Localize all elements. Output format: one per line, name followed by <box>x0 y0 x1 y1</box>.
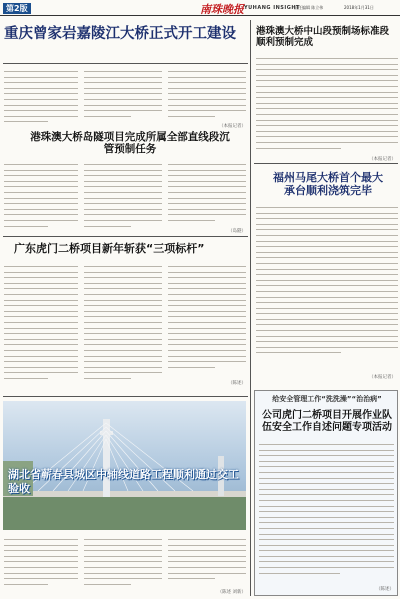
byline: （陈述） <box>376 587 394 592</box>
article-headline: 福州马尾大桥首个最大承台顺利浇筑完毕 <box>273 171 383 197</box>
article-body <box>168 160 246 226</box>
issue-date: 2018年1月31日 <box>344 5 374 10</box>
article-body <box>4 535 78 591</box>
article-body <box>256 54 398 156</box>
page-number-badge: 第2版 <box>3 3 31 14</box>
byline: （本报记者） <box>219 124 246 129</box>
byline: （本报记者） <box>369 157 396 162</box>
rule <box>3 63 248 64</box>
column-divider <box>250 20 251 596</box>
byline: （陈述 刘新） <box>217 590 246 595</box>
editor-credit: 责任编辑 陈立伟 <box>294 5 324 10</box>
rule <box>3 236 248 237</box>
article-kicker: 给安全管理工作“洗洗澡”“治治病” <box>272 395 382 403</box>
article-body <box>84 535 162 591</box>
article-body <box>84 67 162 121</box>
article-headline: 重庆曾家岩嘉陵江大桥正式开工建设 <box>4 26 236 42</box>
article-headline: 港珠澳大桥岛隧项目完成所属全部直线段沉管预制任务 <box>30 131 230 156</box>
article-body <box>4 160 78 232</box>
article-body <box>84 262 162 388</box>
section-label: YUHANG INSIGHT <box>244 5 300 11</box>
bridge-photo <box>3 401 246 530</box>
article-body <box>168 535 246 585</box>
article-body <box>84 160 162 232</box>
article-headline: 港珠澳大桥中山段预制场标准段顺利预制完成 <box>256 26 390 48</box>
article-headline: 湖北省蕲春县城区中轴线道路工程顺利通过交工验收 <box>8 468 239 495</box>
byline: （陈述） <box>228 381 246 386</box>
cable-stayed-bridge-image <box>3 401 246 530</box>
article-body <box>4 67 78 127</box>
rule <box>3 396 248 397</box>
rule <box>254 163 398 164</box>
paper-logo: 南珠晚报 <box>200 3 244 16</box>
byline: （岛隧） <box>228 229 246 234</box>
article-body <box>4 262 78 388</box>
article-body <box>256 203 398 371</box>
article-body <box>168 262 246 376</box>
article-body <box>168 67 246 121</box>
article-headline: 公司虎门二桥项目开展作业队伍安全工作自述问题专项活动 <box>262 410 392 433</box>
article-body <box>259 440 394 584</box>
byline: （本报记者） <box>369 375 396 380</box>
article-headline: 广东虎门二桥项目新年斩获“三项标杆” <box>14 242 205 255</box>
